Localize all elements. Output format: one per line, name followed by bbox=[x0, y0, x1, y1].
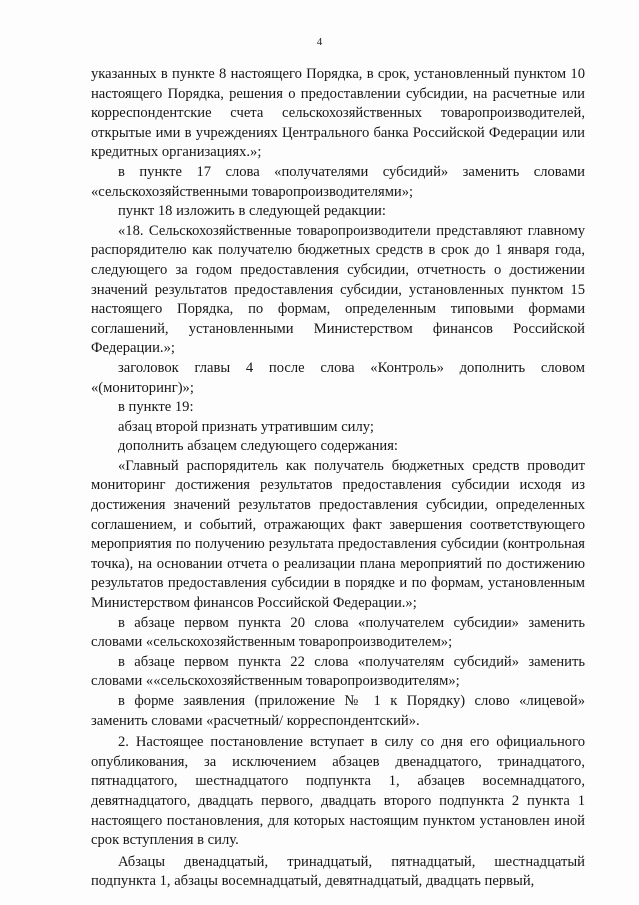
document-body bbox=[91, 65, 585, 892]
paragraph-application-form: в форме заявления (приложение № 1 к Порядку) слово «лицевой» заменить словами «расчетный/ корреспондентский». bbox=[91, 693, 585, 729]
paragraph-monitoring: «Главный распорядитель как получатель бюджетных средств проводит мониторинг достижения результатов предоставления субсидии исходя из достижения значений результатов предоставления субсидии, определенных соглашением, и событий, отражающих факт завершения соответствующего мероприятия по получению результата предоставления субсидии (контрольная точка), на основании отчета о реализации плана мероприятий по достижению результатов предоставления субсидии в порядке и по формам, установленным Министерством финансов Российской Федерации.»; bbox=[91, 457, 585, 612]
paragraph-chapter-4-title: заголовок главы 4 после слова «Контроль» дополнить словом «(мониторинг)»; bbox=[91, 359, 585, 396]
paragraph-amendment-18-intro: пункт 18 изложить в следующей редакции: bbox=[118, 203, 386, 220]
paragraph-section-2: 2. Настоящее постановление вступает в силу со дня его официального опубликования, за исключением абзацев двенадцатого, тринадцатого, пятнадцатого, шестнадцатого подпункта 1, абзацев восемнадцатого, девятнадцатого, двадцать первого, двадцать второго подпункта 2 пункта 1 настоящего постановления, для которых настоящим пунктом установлен иной срок вступления в силу. bbox=[91, 734, 585, 849]
paragraph-item-19-add: дополнить абзацем следующего содержания: bbox=[118, 438, 398, 455]
paragraph-item-20: в абзаце первом пункта 20 слова «получателем субсидии» заменить словами «сельскохозяйственным товаропроизводителем»; bbox=[91, 614, 585, 651]
paragraph-item-18: «18. Сельскохозяйственные товаропроизводители представляют главному распорядителю как получателю бюджетных средств в срок до 1 января года, следующего за годом предоставления субсидии, отчетность о достижении значений результатов предоставления субсидии, установленных пунктом 15 настоящего Порядка, по формам, определенным типовыми формами соглашений, установленными Министерством финансов Российской Федерации.»; bbox=[91, 222, 585, 357]
paragraph-item-19-repeal: абзац второй признать утратившим силу; bbox=[118, 418, 374, 435]
paragraph-item-19: в пункте 19: bbox=[118, 399, 194, 416]
paragraph-item-22: в абзаце первом пункта 22 слова «получателям субсидий» заменить словами ««сельскохозяйственным товаропроизводителям»; bbox=[91, 653, 585, 690]
page-number: 4 bbox=[316, 36, 323, 48]
paragraph-exceptions: Абзацы двенадцатый, тринадцатый, пятнадцатый, шестнадцатый подпункта 1, абзацы восемнадцатый, девятнадцатый, двадцать первый, bbox=[91, 853, 585, 890]
paragraph-continuation: указанных в пункте 8 настоящего Порядка, в срок, установленный пунктом 10 настоящего Порядка, решения о предоставлении субсидии, на расчетные или корреспондентские счета сельскохозяйственных товаропроизводителей, открытые ими в учреждениях Центрального банка Российской Федерации или кредитных организациях.»; bbox=[91, 66, 585, 161]
paragraph-amendment-17: в пункте 17 слова «получателями субсидий» заменить словами «сельскохозяйственными товаропроизводителями»; bbox=[91, 163, 585, 200]
